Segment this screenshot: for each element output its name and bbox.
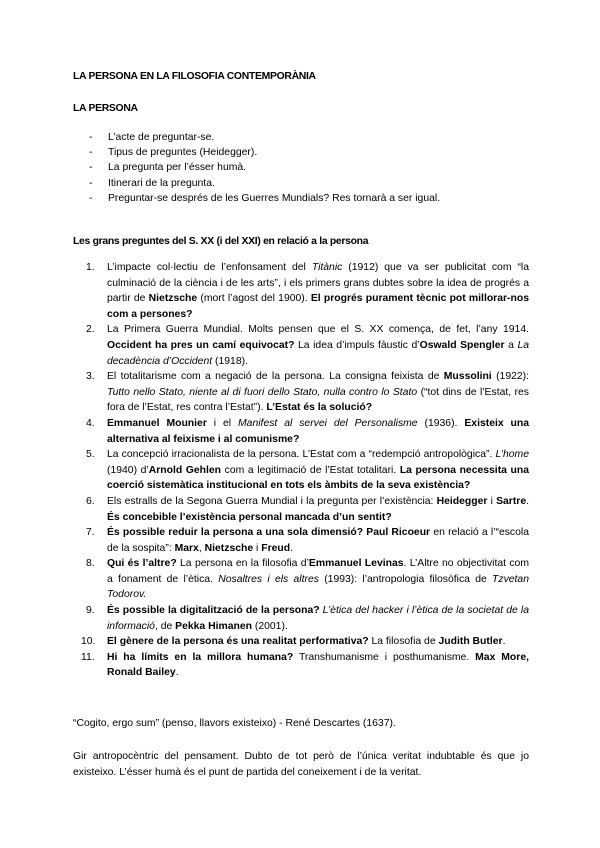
- emphasis-text: Max More, Ronald Bailey: [107, 651, 529, 679]
- item-text: a: [504, 339, 518, 351]
- item-text: en relació a l’“escola de la sospita”:: [107, 527, 529, 554]
- item-number: 11.: [81, 651, 95, 663]
- item-number: 1.: [86, 262, 95, 273]
- emphasis-text: És possible la digitalització de la persona?: [107, 605, 320, 617]
- emphasis-text: Pekka Himanen: [175, 620, 252, 632]
- item-number: 6.: [86, 495, 95, 507]
- question-item-1: [86, 260, 529, 322]
- topic-bullet-list: [89, 130, 529, 206]
- item-text: La Primera Guerra Mundial. Molts pensen que el S. XX comença, de fet, l’any 1914.: [107, 324, 529, 336]
- emphasis-text: El gènere de la persona és una realitat performativa?: [107, 636, 369, 648]
- emphasis-text: Judith Butler: [438, 636, 503, 648]
- emphasis-text: El progrés purament tècnic pot millorar-nos com a persones?: [107, 293, 529, 320]
- item-number: 8.: [86, 558, 95, 570]
- item-number: 9.: [86, 605, 95, 617]
- question-item-7: [86, 525, 529, 556]
- emphasis-text: Hi ha límits en la millora humana?: [107, 651, 294, 663]
- item-text: . L’Altre no objectivitat com a fonament de l’ètica.: [107, 558, 529, 585]
- question-item-9: [86, 603, 529, 634]
- item-text: (2001).: [251, 620, 288, 632]
- item-text: (“tot dins de l’Estat, res fora de l’Estat, res contra l’Estat”).: [107, 386, 529, 414]
- bullet-item: - L’acte de preguntar-se.: [89, 130, 529, 145]
- item-text: i: [253, 542, 262, 554]
- item-text: i: [487, 495, 497, 507]
- bullet-item: - Tipus de preguntes (Heidegger).: [89, 145, 529, 160]
- item-text: El totalitarisme com a negació de la persona. La consigna feixista de: [107, 371, 444, 383]
- title-reference: Tzvetan Todorov.: [107, 573, 529, 601]
- item-text: (mort l’agost del 1900).: [197, 293, 311, 305]
- document-title: LA PERSONA EN LA FILOSOFIA CONTEMPORÀNIA: [73, 71, 316, 82]
- item-text: ,: [198, 542, 205, 554]
- bullet-item: - Itinerari de la pregunta.: [89, 176, 529, 191]
- item-text: .: [290, 542, 293, 554]
- question-item-10: [81, 634, 529, 650]
- question-item-3: [86, 369, 529, 416]
- item-number: 4.: [86, 417, 95, 429]
- closing-paragraph: Gir antropocèntric del pensament. Dubto de tot però de l’única veritat indubtable és que jo existeixo. L’ésser humà és el punt de partida del coneixement i de la veritat.: [73, 751, 529, 778]
- bullet-item: - Preguntar-se després de les Guerres Mundials? Res tornarà a ser igual.: [89, 191, 529, 206]
- emphasis-text: Mussolini: [443, 371, 492, 383]
- item-number: 10.: [81, 636, 96, 648]
- emphasis-text: És possible reduir la persona a una sola dimensió? Paul Ricoeur: [107, 527, 431, 539]
- descartes-quote: “Cogito, ergo sum” (penso, llavors existeixo) - René Descartes (1637).: [73, 718, 396, 729]
- question-item-5: [86, 447, 529, 494]
- emphasis-text: Emmanuel Levinas: [308, 558, 404, 570]
- emphasis-text: Occident ha pres un camí equivocat?: [107, 339, 295, 351]
- emphasis-text: Heidegger: [436, 495, 488, 507]
- emphasis-text: Oswald Spengler: [419, 339, 505, 351]
- item-text: La persona en la filosofia d’: [176, 558, 309, 570]
- item-text: , de: [154, 620, 176, 632]
- item-text: i el: [206, 417, 239, 429]
- item-text: (1918).: [212, 355, 248, 367]
- title-reference: L’home: [495, 449, 529, 461]
- emphasis-text: Qui és l’altre?: [107, 558, 177, 570]
- title-reference: Manifest al servei del Personalisme: [238, 417, 418, 429]
- emphasis-text: Nietzsche: [148, 293, 198, 305]
- item-text: (1993): l’antropologia filosòfica de: [318, 573, 493, 585]
- item-text: (1940) d’: [107, 464, 149, 476]
- title-reference: Titànic: [311, 262, 343, 273]
- item-text: .: [175, 667, 179, 679]
- section-heading-grans-preguntes: Les grans preguntes del S. XX (i del XXI) en relació a la persona: [73, 236, 369, 247]
- bullet-item: - La pregunta per l’ésser humà.: [89, 160, 529, 175]
- item-text: L’impacte col·lectiu de l’enfonsament del: [107, 262, 312, 273]
- item-text: (1912) que va ser publicitat com “la culminació de la ciència i de les arts”, i els primers grans dubtes sobre la idea de progrés a partir de: [107, 262, 529, 305]
- item-text: La idea d’impuls fàustic d’: [294, 339, 420, 351]
- emphasis-text: Existeix una alternativa al feixisme i al comunisme?: [107, 417, 530, 445]
- title-reference: La decadència d’Occident: [107, 339, 529, 367]
- question-item-6: [86, 494, 529, 525]
- item-text: (1922):: [491, 371, 530, 383]
- emphasis-text: L’Estat és la solució?: [266, 402, 373, 414]
- emphasis-text: Marx: [174, 542, 199, 554]
- item-number: 7.: [86, 527, 95, 539]
- item-text: (1936).: [417, 417, 465, 429]
- item-text: .: [526, 495, 529, 507]
- item-text: Els estralls de la Segona Guerra Mundial i la pregunta per l’existència:: [107, 495, 437, 507]
- question-item-8: [86, 556, 529, 603]
- emphasis-text: Arnold Gehlen: [148, 464, 222, 476]
- item-number: 3.: [86, 371, 95, 383]
- emphasis-text: Emmanuel Mounier: [107, 417, 207, 429]
- item-number: 5.: [86, 449, 95, 461]
- emphasis-text: Nietzsche: [204, 542, 254, 554]
- question-item-11: [81, 650, 529, 681]
- item-text: La concepció irracionalista de la persona. L’Estat com a “redempció antropològica”.: [107, 449, 496, 461]
- item-text: La filosofia de: [368, 636, 439, 648]
- item-text: Transhumanisme i posthumanisme.: [293, 651, 476, 663]
- item-number: 2.: [86, 324, 95, 336]
- title-reference: L’ètica del hacker i l’ètica de la societat de la informació: [107, 605, 529, 632]
- emphasis-text: Freud: [261, 542, 291, 554]
- title-reference: Nosaltres i els altres: [218, 573, 319, 585]
- item-text: com a legitimació de l’Estat totalitari.: [221, 464, 400, 476]
- question-item-2: [86, 322, 529, 369]
- emphasis-text: Sartre: [496, 495, 527, 507]
- title-reference: Tutto nello Stato, niente al di fuori dello Stato, nulla contro lo Stato: [107, 386, 418, 398]
- question-item-4: [86, 416, 529, 447]
- emphasis-text: És concebible l’existència personal mancada d’un sentit?: [107, 511, 392, 523]
- item-text: .: [502, 636, 506, 648]
- emphasis-text: La persona necessita una coerció sistemàtica institucional en tots els àmbits de la seva existència?: [107, 464, 530, 492]
- section-title-la-persona: LA PERSONA: [73, 103, 138, 114]
- questions-numbered-list: [81, 260, 530, 681]
